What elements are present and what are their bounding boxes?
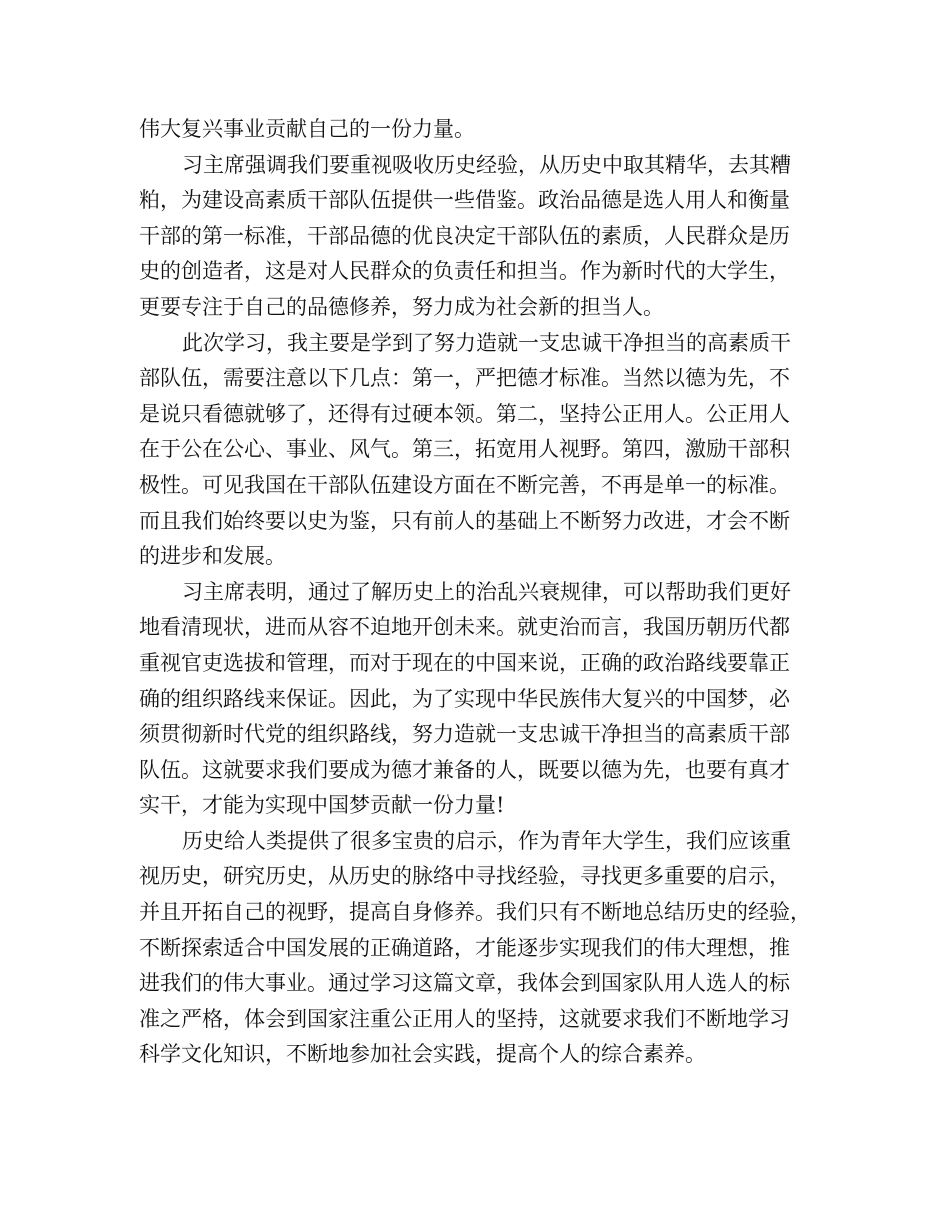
text-line: 的进步和发展。 — [139, 544, 286, 569]
text-line: 不断探索适合中国发展的正确道路，才能逐步实现我们的伟大理想，推 — [139, 935, 790, 960]
text-line: 习主席强调我们要重视吸收历史经验，从历史中取其精华，去其糟 — [182, 152, 791, 177]
text-line: 实干，才能为实现中国梦贡献一份力量! — [139, 793, 505, 818]
text-line: 而且我们始终要以史为鉴，只有前人的基础上不断努力改进，才会不断 — [139, 508, 790, 533]
text-line: 部队伍，需要注意以下几点：第一，严把德才标准。当然以德为先，不 — [139, 366, 790, 391]
text-line: 科学文化知识，不断地参加社会实践，提高个人的综合素养。 — [139, 1042, 706, 1067]
text-line: 确的组织路线来保证。因此，为了实现中华民族伟大复兴的中国梦，必 — [139, 686, 790, 711]
text-line: 并且开拓自己的视野，提高自身修养。我们只有不断地总结历史的经验， — [139, 900, 811, 925]
text-line: 干部的第一标准，干部品德的优良决定干部队伍的素质，人民群众是历 — [139, 223, 790, 248]
text-line: 重视官吏选拔和管理，而对于现在的中国来说，正确的政治路线要靠正 — [139, 650, 790, 675]
text-line: 史的创造者，这是对人民群众的负责任和担当。作为新时代的大学生， — [139, 259, 790, 284]
text-line: 进我们的伟大事业。通过学习这篇文章，我体会到国家队用人选人的标 — [139, 971, 790, 996]
text-line: 在于公在公心、事业、风气。第三，拓宽用人视野。第四，激励干部积 — [139, 437, 790, 462]
text-line: 准之严格，体会到国家注重公正用人的坚持，这就要求我们不断地学习 — [139, 1006, 790, 1031]
text-line: 地看清现状，进而从容不迫地开创未来。就吏治而言，我国历朝历代都 — [139, 615, 790, 640]
text-line: 队伍。这就要求我们要成为德才兼备的人，既要以德为先，也要有真才 — [139, 757, 790, 782]
document-body — [139, 112, 815, 1073]
text-line: 历史给人类提供了很多宝贵的启示，作为青年大学生，我们应该重 — [182, 828, 791, 853]
text-line: 极性。可见我国在干部队伍建设方面在不断完善，不再是单一的标准。 — [139, 472, 790, 497]
text-line: 视历史，研究历史，从历史的脉络中寻找经验，寻找更多重要的启示， — [139, 864, 790, 889]
text-line: 须贯彻新时代党的组织路线，努力造就一支忠诚干净担当的高素质干部 — [139, 722, 790, 747]
text-line: 更要专注于自己的品德修养，努力成为社会新的担当人。 — [139, 294, 664, 319]
text-line: 伟大复兴事业贡献自己的一份力量。 — [139, 117, 475, 141]
text-line: 此次学习，我主要是学到了努力造就一支忠诚干净担当的高素质干 — [182, 330, 791, 355]
text-line: 是说只看德就够了，还得有过硬本领。第二，坚持公正用人。公正用人 — [139, 401, 790, 426]
text-line: 习主席表明，通过了解历史上的治乱兴衰规律，可以帮助我们更好 — [182, 579, 791, 604]
text-line: 粕，为建设高素质干部队伍提供一些借鉴。政治品德是选人用人和衡量 — [139, 188, 790, 213]
